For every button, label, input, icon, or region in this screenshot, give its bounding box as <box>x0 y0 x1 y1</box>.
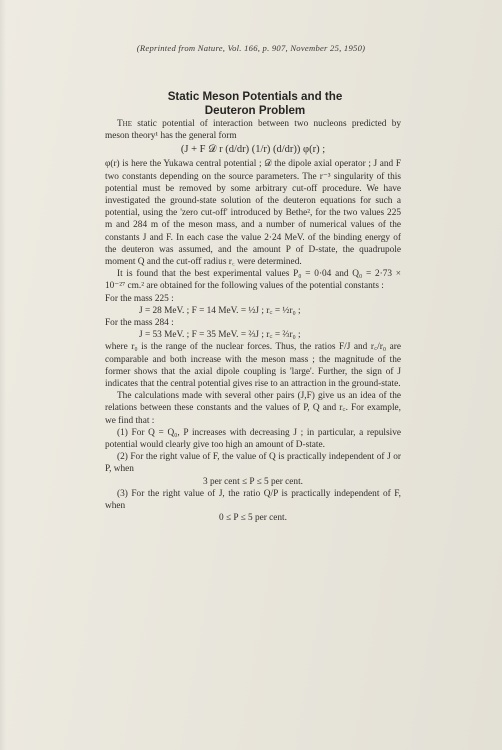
article-title <box>105 90 405 118</box>
list-item-3: (3) For the right value of J, the ratio Q/P is practically independent of F, when <box>105 488 401 512</box>
paragraph-results: It is found that the best experimental values P₀ = 0·04 and Q₀ = 2·73 × 10⁻²⁷ cm.² are obtained for the following values of the potential constants : <box>105 269 401 292</box>
mass-225-values: J = 28 MeV. ; F = 14 MeV. = ½J ; r꜀ = ½r₀ ; <box>139 305 301 316</box>
potential-equation: (J + F 𝒟 r (d/dr) (1/r) (d/dr)) φ(r) ; <box>180 144 326 156</box>
paragraph-intro <box>105 118 401 142</box>
paragraph-method: φ(r) is here the Yukawa central potential ; 𝒟 the dipole axial operator ; J and F two constants depending on the source parameters. The r⁻³ singularity of this potential must be removed by some arbitrary cut-off procedure. We have investigated the ground-state solution of the deuteron equations for such a potential, using the 'zero cut-off' introduced by Bethe², for the two values 225 m and 284 m of the meson mass, and a number of numerical values of the constants J and F. In each case the value 2·24 MeV. of the binding energy of the deuteron was assumed, and the amount P of D-state, the quadrupole moment Q and the cut-off radius r꜀ were determined. <box>105 159 401 268</box>
article-body <box>105 118 401 525</box>
list-item-2: (2) For the right value of F, the value of Q is practically independent of J or P, when <box>105 452 401 475</box>
mass-284-label: For the mass 284 : <box>105 318 174 329</box>
paragraph-discussion: where r₀ is the range of the nuclear forces. Thus, the ratios F/J and r꜀/r₀ are comparable and both increase with the meson mass ; the magnitude of the former shows that the axial dipole coupling is 'large'. Further, the sign of J indicates that the central potential gives rise to an attraction in the ground-state. <box>105 342 401 390</box>
list-item-3-condition: 0 ≤ P ≤ 5 per cent. <box>219 513 287 524</box>
intro-text: static potential of interaction between two nucleons predicted by meson theory¹ has the general form <box>105 119 401 142</box>
paragraph-relations: The calculations made with several other pairs (J,F) give us an idea of the relations between these constants and the values of P, Q and r꜀. For example, we find that : <box>105 391 401 426</box>
list-item-2-condition: 3 per cent ≤ P ≤ 5 per cent. <box>203 476 303 487</box>
mass-284-values: J = 53 MeV. ; F = 35 MeV. = ⅔J ; r꜀ = ⅔r₀ ; <box>139 330 301 341</box>
title-line-2: Deuteron Problem <box>204 104 306 117</box>
list-item-1: (1) For Q = Q₀, P increases with decreasing J ; in particular, a repulsive potential would clearly give too high an amount of D-state. <box>105 427 401 451</box>
title-line-1: Static Meson Potentials and the <box>167 90 343 103</box>
mass-225-label: For the mass 225 : <box>105 293 174 304</box>
drop-lead-word: The <box>117 119 133 129</box>
reprint-header: (Reprinted from Nature, Vol. 166, p. 907, November 25, 1950) <box>136 43 366 53</box>
page-edge-shadow <box>0 0 6 750</box>
